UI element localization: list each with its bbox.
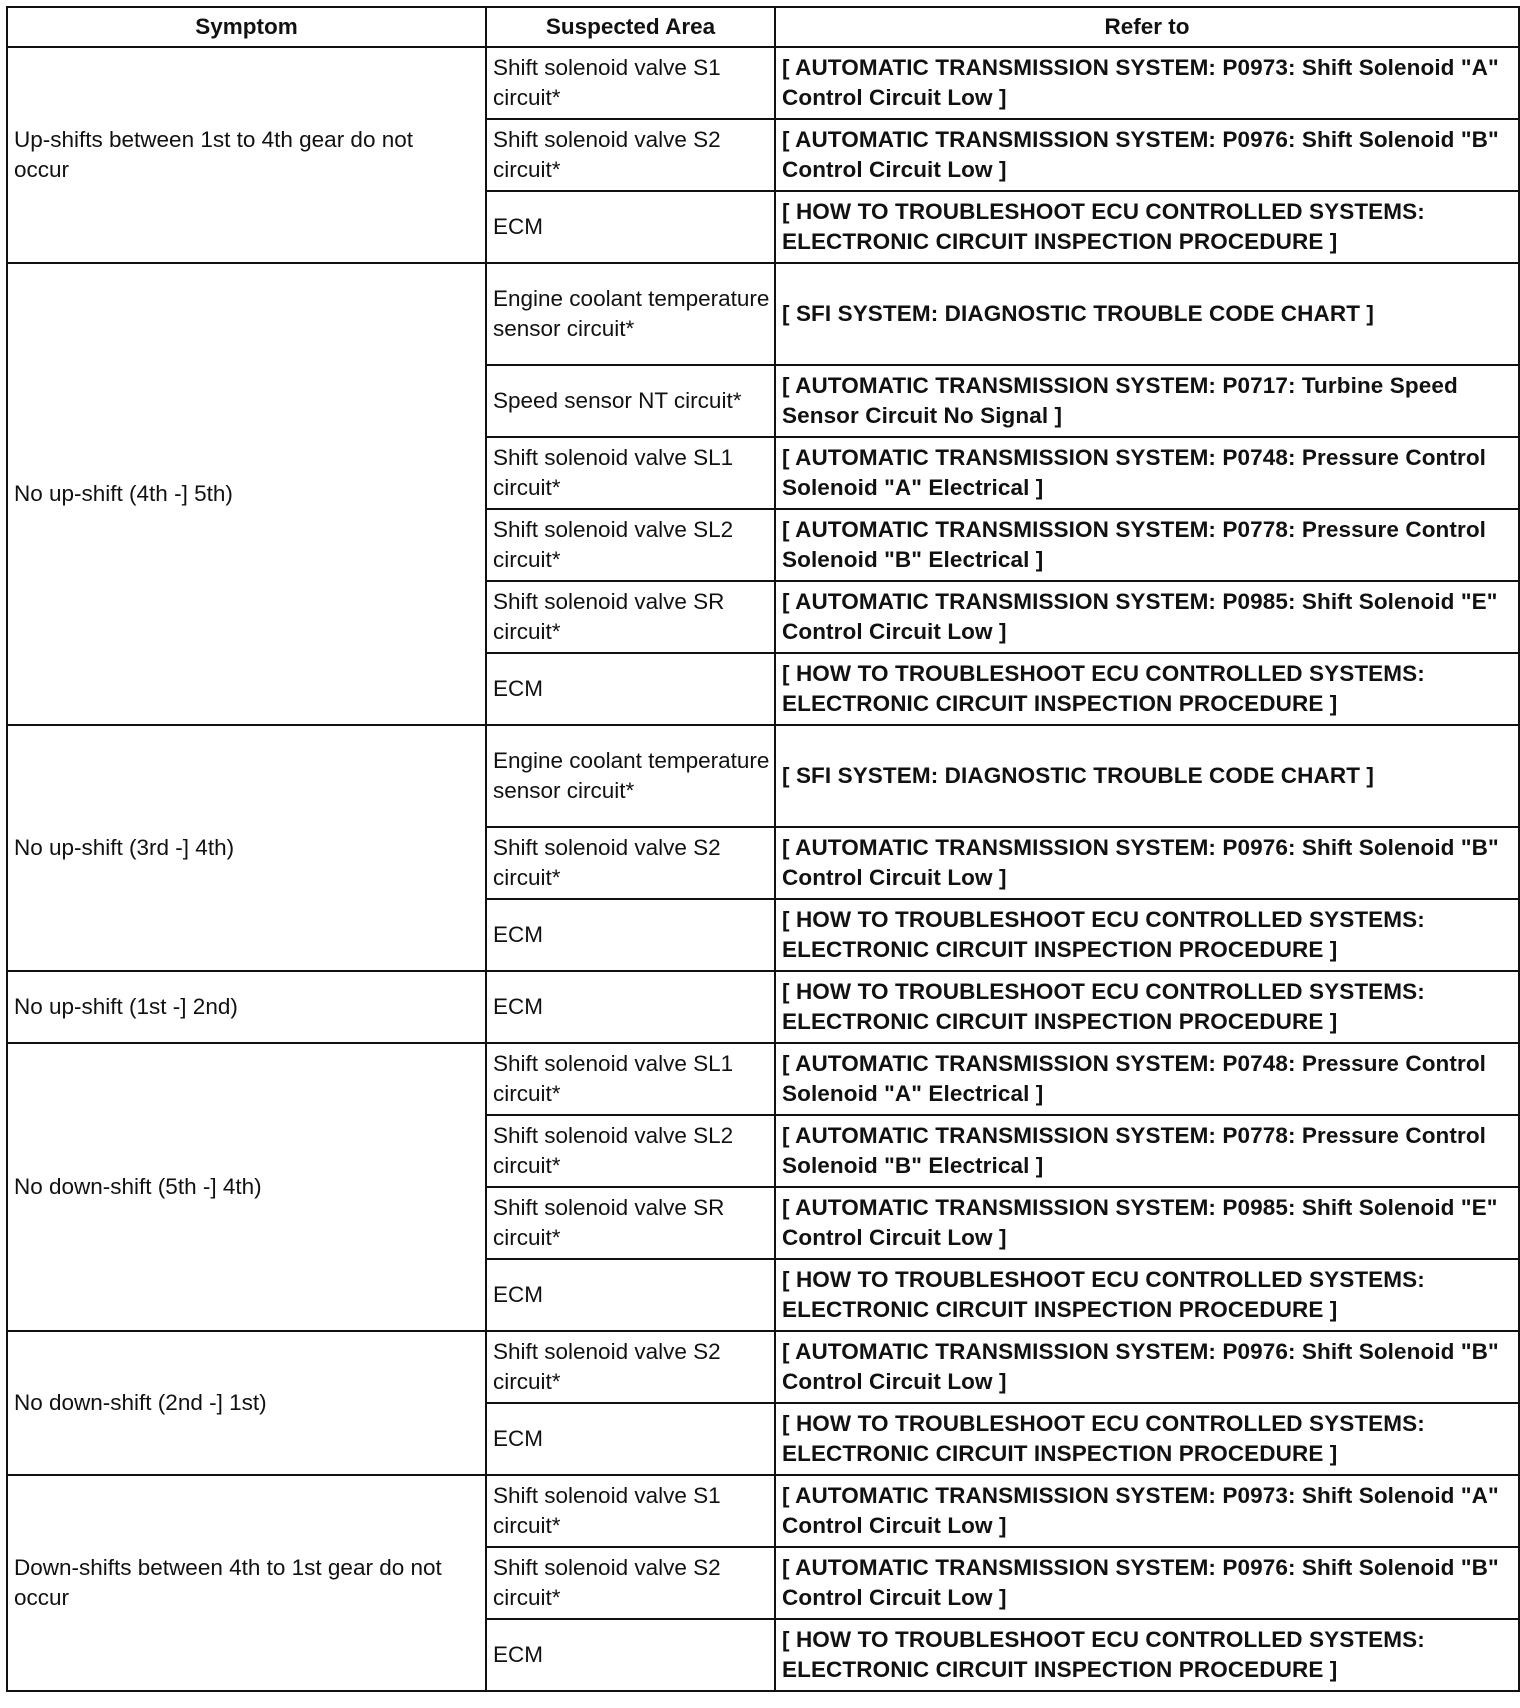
suspected-area-cell: ECM bbox=[486, 899, 775, 971]
header-row bbox=[7, 7, 1519, 47]
suspected-area-cell: Shift solenoid valve SL2 circuit* bbox=[486, 509, 775, 581]
refer-to-cell: [ HOW TO TROUBLESHOOT ECU CONTROLLED SYSTEMS: ELECTRONIC CIRCUIT INSPECTION PROCEDURE ] bbox=[775, 899, 1519, 971]
refer-to-cell: [ HOW TO TROUBLESHOOT ECU CONTROLLED SYSTEMS: ELECTRONIC CIRCUIT INSPECTION PROCEDURE ] bbox=[775, 1259, 1519, 1331]
suspected-area-cell: Shift solenoid valve S2 circuit* bbox=[486, 827, 775, 899]
table-row bbox=[7, 263, 1519, 365]
symptom-cell: No up-shift (4th -] 5th) bbox=[7, 263, 486, 725]
symptom-cell: No up-shift (1st -] 2nd) bbox=[7, 971, 486, 1043]
troubleshooting-table bbox=[6, 6, 1520, 1692]
refer-to-cell: [ AUTOMATIC TRANSMISSION SYSTEM: P0985: Shift Solenoid "E" Control Circuit Low ] bbox=[775, 1187, 1519, 1259]
suspected-area-cell: ECM bbox=[486, 1259, 775, 1331]
table-row bbox=[7, 47, 1519, 119]
symptom-cell: No down-shift (2nd -] 1st) bbox=[7, 1331, 486, 1475]
symptom-cell: No up-shift (3rd -] 4th) bbox=[7, 725, 486, 971]
refer-to-cell: [ AUTOMATIC TRANSMISSION SYSTEM: P0717: Turbine Speed Sensor Circuit No Signal ] bbox=[775, 365, 1519, 437]
refer-to-cell: [ AUTOMATIC TRANSMISSION SYSTEM: P0748: Pressure Control Solenoid "A" Electrical ] bbox=[775, 1043, 1519, 1115]
table-row bbox=[7, 1475, 1519, 1547]
refer-to-cell: [ HOW TO TROUBLESHOOT ECU CONTROLLED SYSTEMS: ELECTRONIC CIRCUIT INSPECTION PROCEDURE ] bbox=[775, 1403, 1519, 1475]
refer-to-cell: [ AUTOMATIC TRANSMISSION SYSTEM: P0778: Pressure Control Solenoid "B" Electrical ] bbox=[775, 1115, 1519, 1187]
refer-to-cell: [ SFI SYSTEM: DIAGNOSTIC TROUBLE CODE CHART ] bbox=[775, 725, 1519, 827]
refer-to-cell: [ AUTOMATIC TRANSMISSION SYSTEM: P0976: Shift Solenoid "B" Control Circuit Low ] bbox=[775, 1331, 1519, 1403]
header-suspected-area: Suspected Area bbox=[486, 7, 775, 47]
suspected-area-cell: Speed sensor NT circuit* bbox=[486, 365, 775, 437]
refer-to-cell: [ AUTOMATIC TRANSMISSION SYSTEM: P0778: Pressure Control Solenoid "B" Electrical ] bbox=[775, 509, 1519, 581]
suspected-area-cell: Shift solenoid valve S1 circuit* bbox=[486, 1475, 775, 1547]
refer-to-cell: [ SFI SYSTEM: DIAGNOSTIC TROUBLE CODE CHART ] bbox=[775, 263, 1519, 365]
table-header bbox=[7, 7, 1519, 47]
refer-to-cell: [ HOW TO TROUBLESHOOT ECU CONTROLLED SYSTEMS: ELECTRONIC CIRCUIT INSPECTION PROCEDURE ] bbox=[775, 653, 1519, 725]
table-row bbox=[7, 1043, 1519, 1115]
suspected-area-cell: ECM bbox=[486, 1403, 775, 1475]
suspected-area-cell: Shift solenoid valve SL2 circuit* bbox=[486, 1115, 775, 1187]
symptom-cell: No down-shift (5th -] 4th) bbox=[7, 1043, 486, 1331]
suspected-area-cell: ECM bbox=[486, 1619, 775, 1691]
suspected-area-cell: Shift solenoid valve S2 circuit* bbox=[486, 119, 775, 191]
refer-to-cell: [ AUTOMATIC TRANSMISSION SYSTEM: P0973: Shift Solenoid "A" Control Circuit Low ] bbox=[775, 1475, 1519, 1547]
suspected-area-cell: Shift solenoid valve SL1 circuit* bbox=[486, 437, 775, 509]
refer-to-cell: [ HOW TO TROUBLESHOOT ECU CONTROLLED SYSTEMS: ELECTRONIC CIRCUIT INSPECTION PROCEDURE ] bbox=[775, 191, 1519, 263]
refer-to-cell: [ AUTOMATIC TRANSMISSION SYSTEM: P0976: Shift Solenoid "B" Control Circuit Low ] bbox=[775, 119, 1519, 191]
refer-to-cell: [ HOW TO TROUBLESHOOT ECU CONTROLLED SYSTEMS: ELECTRONIC CIRCUIT INSPECTION PROCEDURE ] bbox=[775, 1619, 1519, 1691]
header-refer-to: Refer to bbox=[775, 7, 1519, 47]
suspected-area-cell: ECM bbox=[486, 971, 775, 1043]
suspected-area-cell: Shift solenoid valve SR circuit* bbox=[486, 581, 775, 653]
symptom-cell: Up-shifts between 1st to 4th gear do not occur bbox=[7, 47, 486, 263]
refer-to-cell: [ AUTOMATIC TRANSMISSION SYSTEM: P0973: Shift Solenoid "A" Control Circuit Low ] bbox=[775, 47, 1519, 119]
suspected-area-cell: ECM bbox=[486, 653, 775, 725]
document-page bbox=[6, 6, 1518, 1692]
suspected-area-cell: Shift solenoid valve S1 circuit* bbox=[486, 47, 775, 119]
refer-to-cell: [ AUTOMATIC TRANSMISSION SYSTEM: P0976: Shift Solenoid "B" Control Circuit Low ] bbox=[775, 1547, 1519, 1619]
header-symptom: Symptom bbox=[7, 7, 486, 47]
suspected-area-cell: Shift solenoid valve S2 circuit* bbox=[486, 1331, 775, 1403]
refer-to-cell: [ AUTOMATIC TRANSMISSION SYSTEM: P0976: Shift Solenoid "B" Control Circuit Low ] bbox=[775, 827, 1519, 899]
suspected-area-cell: Shift solenoid valve SR circuit* bbox=[486, 1187, 775, 1259]
refer-to-cell: [ HOW TO TROUBLESHOOT ECU CONTROLLED SYSTEMS: ELECTRONIC CIRCUIT INSPECTION PROCEDURE ] bbox=[775, 971, 1519, 1043]
suspected-area-cell: Shift solenoid valve S2 circuit* bbox=[486, 1547, 775, 1619]
table-row bbox=[7, 971, 1519, 1043]
suspected-area-cell: Engine coolant temperature sensor circuit* bbox=[486, 725, 775, 827]
symptom-cell: Down-shifts between 4th to 1st gear do not occur bbox=[7, 1475, 486, 1691]
table-row bbox=[7, 1331, 1519, 1403]
suspected-area-cell: ECM bbox=[486, 191, 775, 263]
table-body bbox=[7, 47, 1519, 1691]
suspected-area-cell: Engine coolant temperature sensor circuit* bbox=[486, 263, 775, 365]
refer-to-cell: [ AUTOMATIC TRANSMISSION SYSTEM: P0985: Shift Solenoid "E" Control Circuit Low ] bbox=[775, 581, 1519, 653]
table-row bbox=[7, 725, 1519, 827]
suspected-area-cell: Shift solenoid valve SL1 circuit* bbox=[486, 1043, 775, 1115]
refer-to-cell: [ AUTOMATIC TRANSMISSION SYSTEM: P0748: Pressure Control Solenoid "A" Electrical ] bbox=[775, 437, 1519, 509]
